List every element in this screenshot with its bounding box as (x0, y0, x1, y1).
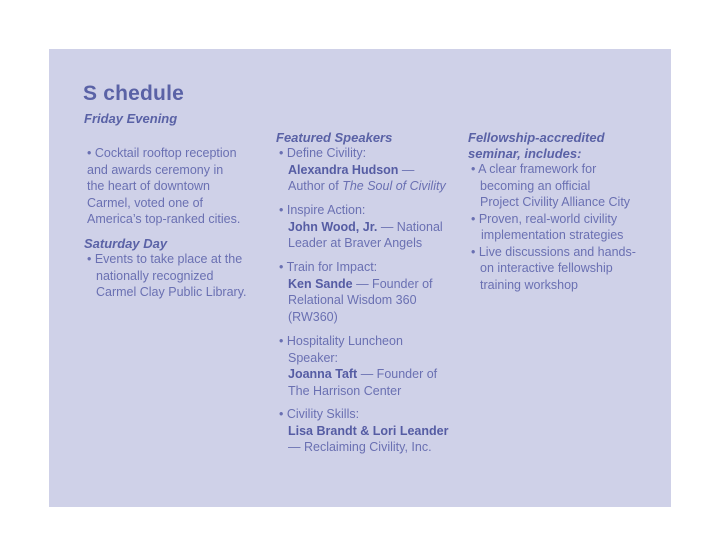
list-item: becoming an official (480, 178, 591, 193)
speaker-role: Leader at Braver Angels (288, 236, 423, 250)
fellowship-list (471, 161, 636, 293)
friday-text (87, 145, 240, 228)
speaker-item (279, 145, 446, 195)
featured-speakers-heading: Featured Speakers (276, 130, 393, 145)
speaker-topic: • Civility Skills: (279, 407, 360, 421)
speaker-role: (RW360) (288, 309, 338, 324)
speaker-role: The Harrison Center (288, 383, 402, 398)
speaker-role: — Reclaiming Civility, Inc. (288, 440, 432, 454)
text-line: nationally recognized (96, 268, 214, 283)
book-title: The Soul of Civility (342, 179, 446, 193)
text-line: Carmel, voted one of (87, 195, 204, 210)
speaker-role: Relational Wisdom 360 (288, 293, 417, 307)
speaker-item (279, 333, 437, 399)
fellowship-heading (468, 130, 605, 162)
heading-line: Fellowship-accredited (468, 130, 605, 145)
speaker-item (279, 202, 443, 252)
text-line: • Events to take place at the (87, 252, 243, 266)
saturday-heading: Saturday Day (84, 236, 168, 251)
list-item: training workshop (480, 277, 578, 292)
list-item: • A clear framework for (471, 162, 597, 176)
speaker-name: John Wood, Jr. (288, 219, 378, 234)
text-line: and awards ceremony in (87, 162, 224, 177)
speaker-role: — National (377, 219, 443, 234)
list-item: • Live discussions and hands- (471, 244, 636, 259)
speaker-name: Joanna Taft (288, 367, 358, 381)
text-line: America’s top-ranked cities. (87, 212, 241, 226)
speaker-name: Ken Sande (288, 276, 353, 291)
speaker-topic: • Hospitality Luncheon (279, 334, 403, 348)
heading-line: seminar, includes: (468, 146, 582, 161)
page-title: S chedule (83, 82, 184, 105)
speaker-role: — Founder of (352, 276, 433, 291)
text-line: • Cocktail rooftop reception (87, 146, 237, 160)
list-item: implementation strategies (481, 228, 624, 242)
speaker-topic: Speaker: (288, 350, 339, 365)
speaker-role: — Founder of (357, 367, 438, 381)
speaker-topic: • Define Civility: (279, 146, 367, 160)
speaker-role: — (398, 162, 415, 177)
speaker-item (279, 259, 433, 325)
list-item: • Proven, real-world civility (471, 211, 618, 226)
speaker-item (279, 406, 448, 456)
text-line: Carmel Clay Public Library. (96, 285, 247, 299)
speaker-role: Author of (288, 179, 343, 193)
list-item: Project Civility Alliance City (480, 195, 631, 209)
speaker-topic: • Inspire Action: (279, 203, 366, 217)
speaker-topic: • Train for Impact: (279, 260, 378, 274)
list-item: on interactive fellowship (480, 261, 613, 275)
speaker-name: Alexandra Hudson (288, 162, 399, 177)
speaker-name: Lisa Brandt & Lori Leander (288, 423, 449, 438)
saturday-text (87, 251, 247, 301)
friday-heading: Friday Evening (84, 111, 178, 126)
text-line: the heart of downtown (87, 179, 210, 193)
